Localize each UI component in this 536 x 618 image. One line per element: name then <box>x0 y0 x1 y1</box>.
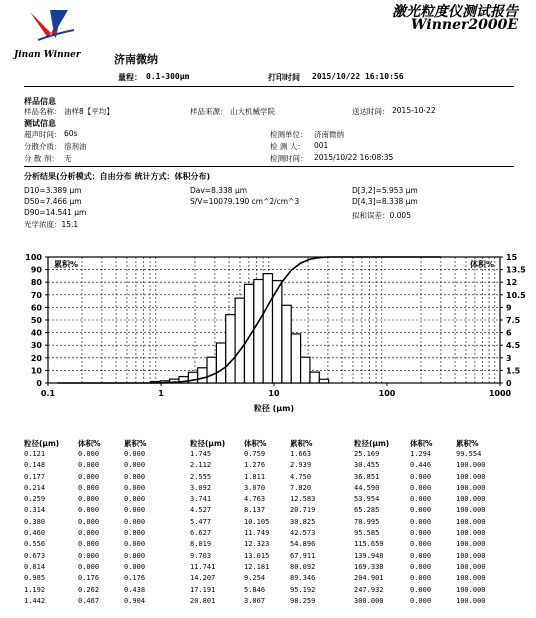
test-left-label: 超声时间： <box>24 130 62 139</box>
table-cell: 0.467 <box>78 596 100 605</box>
dav-value: Dav=8.338 μm <box>190 186 248 195</box>
table-row <box>190 472 332 483</box>
table-cell: 3.067 <box>244 596 266 605</box>
table-cell: 2.939 <box>290 461 312 470</box>
table-cell: 3.741 <box>190 495 212 504</box>
table-cell: 0.000 <box>124 461 146 470</box>
table-row <box>24 585 166 596</box>
table-cell: 54.896 <box>290 540 316 549</box>
d43-value: D[4,3]=8.338 μm <box>352 197 418 206</box>
table-row <box>190 517 332 528</box>
table-cell: 100.000 <box>456 483 486 492</box>
table-cell: 0.000 <box>78 540 100 549</box>
table-cell: 100.000 <box>456 529 486 538</box>
table-row <box>24 460 166 471</box>
table-cell: 0.000 <box>410 551 432 560</box>
table-cell: 0.000 <box>78 551 100 560</box>
table-cell: 0.000 <box>124 483 146 492</box>
table-cell: 0.000 <box>124 529 146 538</box>
table-cell: 0.000 <box>124 551 146 560</box>
histogram-bar <box>263 274 272 383</box>
table-cell: 100.000 <box>456 495 486 504</box>
table-cell: 0.000 <box>410 495 432 504</box>
table-cell: 4.527 <box>190 506 212 515</box>
y-right-tick-label: 10.5 <box>506 290 526 300</box>
y-right-tick-label: 0 <box>506 379 512 388</box>
table-cell: 0.000 <box>124 562 146 571</box>
table-cell: 1.276 <box>244 461 266 470</box>
sample-source: 山大机械学院 <box>230 107 275 116</box>
table-cell: 115.659 <box>354 540 384 549</box>
table-row <box>24 449 166 460</box>
table-row <box>190 460 332 471</box>
table-cell: 89.346 <box>290 574 316 583</box>
table-cell: 0.556 <box>24 540 46 549</box>
company-name: 济南微纳 <box>114 53 158 66</box>
table-row <box>190 483 332 494</box>
table-cell: 0.000 <box>410 574 432 583</box>
table-cell: 100.000 <box>456 551 486 560</box>
table-cell: 44.590 <box>354 483 380 492</box>
histogram-bar <box>282 305 291 383</box>
table-cell: 0.314 <box>24 506 46 515</box>
y-right-tick-label: 13.5 <box>506 265 526 275</box>
sv-value: S/V=10079.190 cm^2/cm^3 <box>190 197 300 206</box>
table-cell: 12.583 <box>290 495 316 504</box>
right-axis-label: 体积% <box>469 260 494 269</box>
table-row <box>190 449 332 460</box>
y-right-tick-label: 15 <box>506 253 518 262</box>
analysis-title: 分析结果(分析模式：自由分布 统计方式：体积分布) <box>24 172 211 181</box>
test-right-value: 001 <box>314 141 329 150</box>
table-cell: 95.192 <box>290 585 316 594</box>
table-header: 体积% <box>78 438 101 448</box>
table-header: 粒径(μm) <box>24 438 60 448</box>
table-cell: 36.851 <box>354 472 380 481</box>
table-row <box>190 528 332 539</box>
table-cell: 14.207 <box>190 574 216 583</box>
table-header: 粒径(μm) <box>190 438 226 448</box>
table-cell: 8.019 <box>190 540 212 549</box>
table-cell: 100.000 <box>456 562 486 571</box>
table-row <box>190 505 332 516</box>
table-cell: 0.177 <box>24 472 46 481</box>
x-tick-label: 1 <box>158 389 164 398</box>
print-time: 2015/10/22 16:10:56 <box>312 72 404 81</box>
sample-date-label: 送达时间： <box>352 107 390 116</box>
table-cell: 2.112 <box>190 461 212 470</box>
table-row <box>354 562 504 573</box>
table-row <box>24 517 166 528</box>
table-row <box>24 472 166 483</box>
table-row <box>354 517 504 528</box>
range-value: 0.1-300μm <box>146 72 190 81</box>
table-cell: 0.214 <box>24 483 46 492</box>
test-right-label: 检 测 人： <box>270 142 305 151</box>
table-row <box>354 585 504 596</box>
histogram-bar <box>301 357 310 383</box>
table-cell: 65.285 <box>354 506 380 515</box>
histogram-bar <box>310 372 319 383</box>
y-right-tick-label: 3 <box>506 353 512 363</box>
table-cell: 0.000 <box>124 517 146 526</box>
table-cell: 0.814 <box>24 562 46 571</box>
table-cell: 4.750 <box>290 472 312 481</box>
test-left-label: 分 散 剂： <box>24 154 59 163</box>
table-cell: 0.438 <box>124 585 146 594</box>
table-cell: 100.000 <box>456 540 486 549</box>
table-cell: 0.000 <box>124 506 146 515</box>
table-cell: 5.477 <box>190 517 212 526</box>
table-cell: 1.811 <box>244 472 266 481</box>
table-cell: 0.000 <box>124 472 146 481</box>
left-axis-label: 累积% <box>54 260 79 269</box>
table-row <box>354 449 504 460</box>
histogram-bar <box>291 334 300 383</box>
table-cell: 300.000 <box>354 596 384 605</box>
table-cell: 42.573 <box>290 529 316 538</box>
test-left-value: 60s <box>64 129 78 138</box>
table-cell: 0.000 <box>124 540 146 549</box>
table-cell: 12.181 <box>244 562 270 571</box>
y-left-tick-label: 40 <box>30 328 42 338</box>
y-right-tick-label: 9 <box>506 303 512 313</box>
x-tick-label: 100 <box>378 389 396 398</box>
divider <box>24 86 514 87</box>
table-cell: 0.000 <box>78 472 100 481</box>
table-cell: 0.000 <box>410 472 432 481</box>
table-cell: 0.000 <box>410 483 432 492</box>
test-section-title: 测试信息 <box>24 119 56 128</box>
table-cell: 0.985 <box>24 574 46 583</box>
table-header: 累积% <box>290 438 313 448</box>
table-cell: 0.759 <box>244 450 266 458</box>
table-row <box>190 562 332 573</box>
table-cell: 1.663 <box>290 450 312 458</box>
size-table-group <box>24 437 166 607</box>
table-row <box>354 573 504 584</box>
y-left-tick-label: 20 <box>30 353 42 363</box>
table-row <box>24 573 166 584</box>
table-cell: 1.442 <box>24 596 46 605</box>
table-cell: 0.673 <box>24 551 46 560</box>
histogram-bar <box>216 343 225 383</box>
table-cell: 0.000 <box>78 495 100 504</box>
table-row <box>354 483 504 494</box>
histogram-bar <box>319 379 328 383</box>
table-cell: 0.000 <box>78 529 100 538</box>
y-left-tick-label: 10 <box>30 366 42 376</box>
logo-text: Jinan Winner <box>14 50 81 60</box>
d32-value: D[3,2]=5.953 μm <box>352 186 418 195</box>
table-row <box>190 539 332 550</box>
test-left-value: 无 <box>64 154 72 163</box>
table-cell: 0.121 <box>24 450 46 458</box>
table-cell: 0.446 <box>410 461 432 470</box>
table-cell: 98.259 <box>290 596 316 605</box>
x-tick-label: 0.1 <box>40 389 56 398</box>
y-left-tick-label: 90 <box>30 265 42 275</box>
table-cell: 3.092 <box>190 483 212 492</box>
table-row <box>354 494 504 505</box>
table-cell: 30.825 <box>290 517 316 526</box>
table-row <box>354 596 504 607</box>
histogram-bar <box>226 315 235 383</box>
y-right-tick-label: 6 <box>506 328 512 338</box>
table-cell: 0.262 <box>78 585 100 594</box>
table-cell: 12.323 <box>244 540 270 549</box>
test-right-value: 2015/10/22 16:08:35 <box>314 153 394 162</box>
table-cell: 100.000 <box>456 461 486 470</box>
table-cell: 8.137 <box>244 506 266 515</box>
table-row <box>24 528 166 539</box>
table-cell: 0.000 <box>124 450 146 458</box>
table-cell: 7.820 <box>290 483 312 492</box>
table-cell: 0.176 <box>124 574 146 583</box>
table-cell: 100.000 <box>456 585 486 594</box>
table-row <box>24 551 166 562</box>
table-cell: 95.585 <box>354 529 380 538</box>
table-cell: 13.015 <box>244 551 270 560</box>
y-left-tick-label: 70 <box>30 290 42 300</box>
table-header: 累积% <box>124 438 147 448</box>
table-row <box>190 573 332 584</box>
table-cell: 0.000 <box>410 540 432 549</box>
report-title: 激光粒度仪测试报告 <box>392 4 518 20</box>
table-cell: 0.000 <box>78 506 100 515</box>
table-row <box>354 505 504 516</box>
table-row <box>24 483 166 494</box>
table-cell: 0.000 <box>410 529 432 538</box>
sample-name-label: 样品名称： <box>24 107 62 116</box>
distribution-chart <box>0 248 536 418</box>
table-cell: 2.555 <box>190 472 212 481</box>
d50-value: D50=7.466 μm <box>24 197 82 206</box>
table-cell: 20.801 <box>190 596 216 605</box>
table-cell: 0.000 <box>78 461 100 470</box>
d90-value: D90=14.541 μm <box>24 208 87 217</box>
table-cell: 17.191 <box>190 585 216 594</box>
table-cell: 0.000 <box>410 596 432 605</box>
table-row <box>354 551 504 562</box>
table-cell: 139.948 <box>354 551 384 560</box>
table-cell: 20.719 <box>290 506 316 515</box>
table-row <box>24 562 166 573</box>
table-cell: 0.000 <box>410 506 432 515</box>
sample-section-title: 样品信息 <box>24 97 56 106</box>
table-cell: 1.192 <box>24 585 46 594</box>
table-cell: 100.000 <box>456 596 486 605</box>
range-label: 量程： <box>118 73 142 82</box>
sample-name: 油样8【平均】 <box>64 107 114 116</box>
table-cell: 53.954 <box>354 495 380 504</box>
table-row <box>24 494 166 505</box>
test-left-value: 溶剂油 <box>64 142 87 151</box>
optical-concentration: 光学浓度：15.1 <box>24 220 79 229</box>
table-header: 体积% <box>244 438 267 448</box>
table-cell: 4.763 <box>244 495 266 504</box>
table-row <box>190 585 332 596</box>
table-cell: 0.000 <box>124 495 146 504</box>
test-left-label: 分散介质： <box>24 142 62 151</box>
test-right-label: 检测时间： <box>270 154 308 163</box>
table-row <box>354 528 504 539</box>
sample-source-label: 样品来源： <box>190 107 228 116</box>
size-table-group <box>190 437 332 607</box>
size-table-group <box>354 437 504 607</box>
table-cell: 0.460 <box>24 529 46 538</box>
print-time-label: 打印时间 <box>268 73 300 82</box>
table-cell: 0.000 <box>78 517 100 526</box>
table-row <box>24 505 166 516</box>
y-right-tick-label: 1.5 <box>506 366 521 376</box>
table-cell: 10.105 <box>244 517 270 526</box>
table-cell: 247.932 <box>354 585 384 594</box>
table-cell: 0.000 <box>78 562 100 571</box>
table-cell: 25.169 <box>354 450 380 458</box>
table-cell: 204.901 <box>354 574 384 583</box>
table-cell: 78.995 <box>354 517 380 526</box>
table-row <box>354 539 504 550</box>
table-cell: 11.749 <box>244 529 270 538</box>
histogram-bar <box>244 284 253 383</box>
table-header: 体积% <box>410 438 433 448</box>
table-row <box>24 539 166 550</box>
table-row <box>354 472 504 483</box>
histogram-bar <box>254 279 263 383</box>
table-row <box>24 596 166 607</box>
table-row <box>354 460 504 471</box>
table-cell: 0.000 <box>78 450 100 458</box>
table-cell: 0.176 <box>78 574 100 583</box>
y-left-tick-label: 100 <box>25 253 42 262</box>
table-cell: 6.627 <box>190 529 212 538</box>
test-right-label: 检测单位： <box>270 130 308 139</box>
table-cell: 169.338 <box>354 562 384 571</box>
histogram-bar <box>198 368 207 383</box>
table-cell: 0.148 <box>24 461 46 470</box>
y-left-tick-label: 60 <box>30 303 42 313</box>
table-cell: 9.703 <box>190 551 212 560</box>
instrument-model: Winner2000E <box>410 17 518 33</box>
histogram-bar <box>235 298 244 383</box>
d10-value: D10=3.389 μm <box>24 186 82 195</box>
divider <box>24 166 514 167</box>
table-cell: 0.000 <box>410 517 432 526</box>
table-cell: 0.000 <box>78 483 100 492</box>
sample-date: 2015-10-22 <box>392 106 436 115</box>
table-cell: 100.000 <box>456 506 486 515</box>
y-left-tick-label: 80 <box>30 278 42 288</box>
table-cell: 0.380 <box>24 517 46 526</box>
table-row <box>190 551 332 562</box>
y-left-tick-label: 0 <box>36 379 42 388</box>
table-cell: 0.000 <box>410 585 432 594</box>
histogram-bar <box>207 357 216 383</box>
table-cell: 5.846 <box>244 585 266 594</box>
table-cell: 11.741 <box>190 562 216 571</box>
table-cell: 0.000 <box>410 562 432 571</box>
table-cell: 80.092 <box>290 562 316 571</box>
fit-error: 拟和误差：0.005 <box>352 211 411 220</box>
table-header: 累积% <box>456 438 479 448</box>
table-header: 粒径(μm) <box>354 438 390 448</box>
y-left-tick-label: 50 <box>30 316 42 325</box>
table-cell: 100.000 <box>456 517 486 526</box>
table-cell: 1.745 <box>190 450 212 458</box>
table-cell: 0.259 <box>24 495 46 504</box>
table-cell: 3.070 <box>244 483 266 492</box>
table-cell: 100.000 <box>456 472 486 481</box>
table-cell: 1.294 <box>410 450 432 458</box>
table-cell: 100.000 <box>456 574 486 583</box>
y-right-tick-label: 12 <box>506 278 518 288</box>
x-axis-label: 粒径 (μm) <box>253 404 295 413</box>
x-tick-label: 1000 <box>488 389 512 398</box>
table-cell: 9.254 <box>244 574 266 583</box>
y-right-tick-label: 7.5 <box>506 316 521 325</box>
table-cell: 30.455 <box>354 461 380 470</box>
table-cell: 0.904 <box>124 596 146 605</box>
y-left-tick-label: 30 <box>30 341 42 351</box>
table-row <box>190 494 332 505</box>
table-row <box>190 596 332 607</box>
x-tick-label: 10 <box>268 389 280 398</box>
table-cell: 99.554 <box>456 450 482 458</box>
y-right-tick-label: 4.5 <box>506 341 521 351</box>
table-cell: 67.911 <box>290 551 316 560</box>
test-right-value: 济南微纳 <box>314 130 344 139</box>
